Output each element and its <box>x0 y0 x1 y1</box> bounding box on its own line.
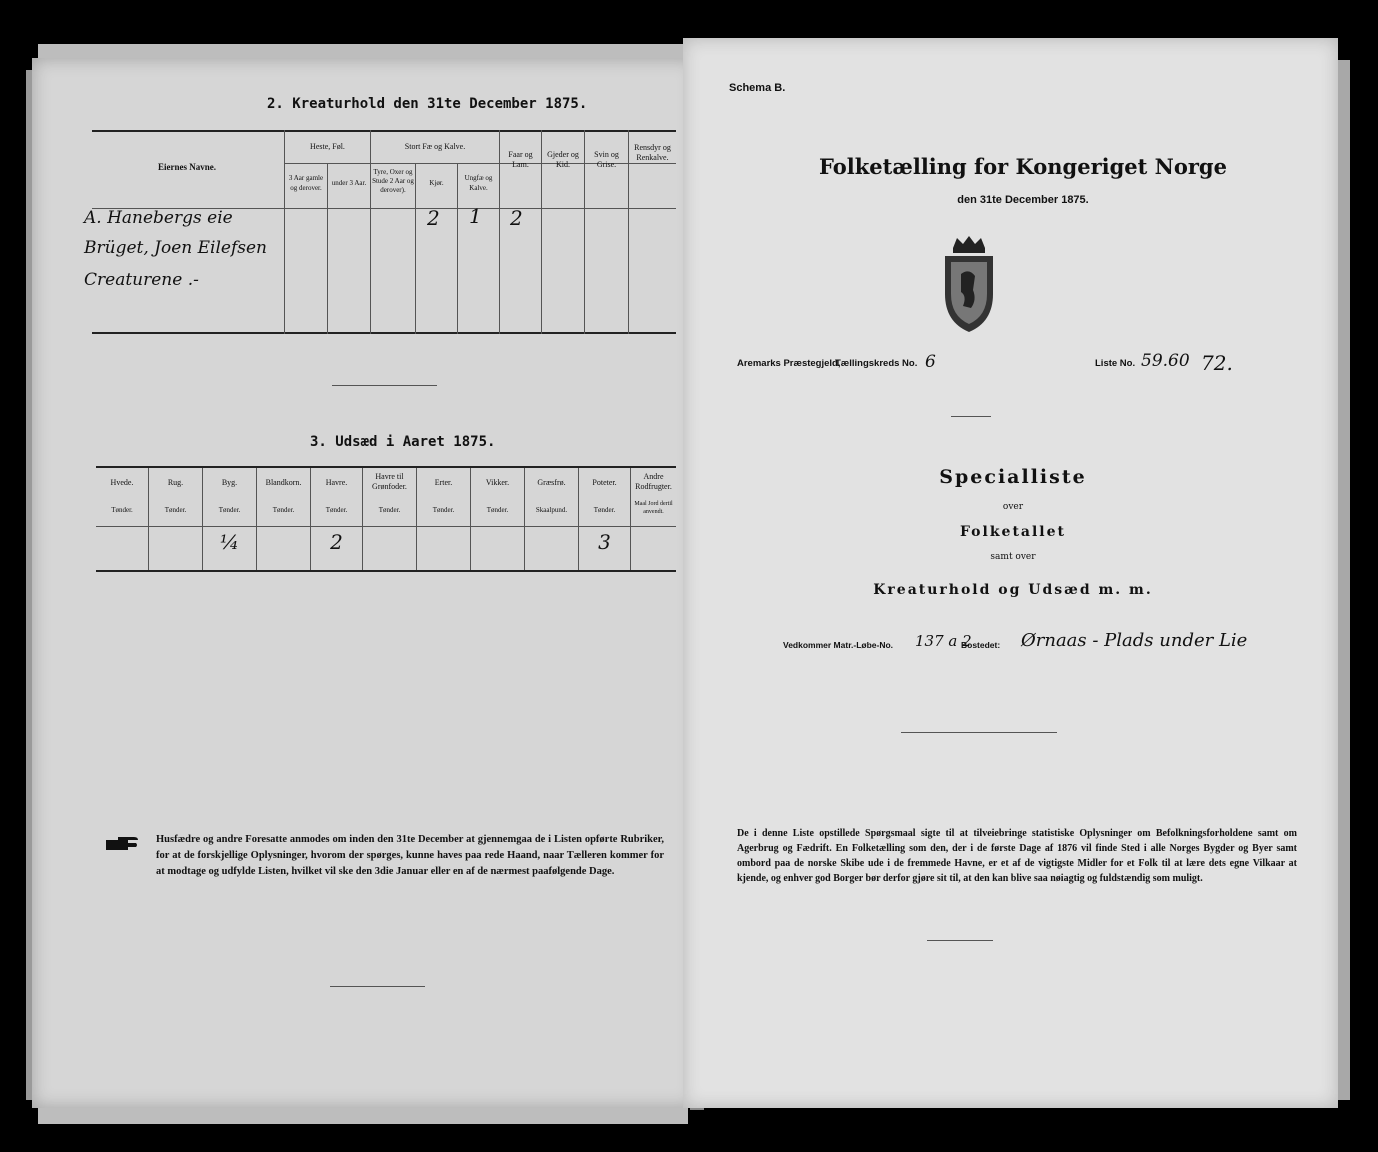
divider <box>332 385 437 386</box>
owner-line-3: Creaturene .- <box>84 270 199 290</box>
census-title: Folketælling for Kongeriget Norge <box>819 154 1227 179</box>
crop-name: Havre til Grønfoder. <box>372 472 407 491</box>
matr-value: 137 a 2 <box>915 632 972 650</box>
crop-name: Vikker. <box>485 478 510 487</box>
bosted-label: Bostedet: <box>961 640 1001 650</box>
crop-unit: Tønder. <box>593 506 616 514</box>
goats-header: Gjeder og Kid. <box>547 150 579 169</box>
crop-column <box>256 468 310 570</box>
crop-value: ¼ <box>219 530 240 554</box>
crop-column <box>524 468 578 570</box>
crop-value: 2 <box>330 530 343 554</box>
crop-unit: Tønder. <box>432 506 455 514</box>
crop-column <box>202 468 256 570</box>
crop-unit: Tønder. <box>325 506 348 514</box>
district-value: 6 <box>925 352 936 372</box>
list-value: 59.60 <box>1141 351 1190 371</box>
district-label: Tællingskreds No. <box>835 358 918 369</box>
bosted-value: Ørnaas - Plads under Lie <box>1021 630 1248 651</box>
crop-name: Poteter. <box>592 478 617 487</box>
matr-label: Vedkommer Matr.-Løbe-No. <box>783 640 894 650</box>
crop-unit: Tønder. <box>378 506 401 514</box>
crop-name: Byg. <box>221 478 238 487</box>
crop-name: Andre Rodfrugter. <box>635 472 672 491</box>
cattle-sub1: Tyre, Oxer og Stude 2 Aar og derover). <box>372 168 414 194</box>
divider <box>901 732 1057 733</box>
instructions-note: Husfædre og andre Foresatte anmodes om inden den 31te December at gjennemgaa de i Listen opførte Rubriker, for at de forskjellige Oplysninger, hvorom der spørges, kunne haves paa rede Haand, naar Tælleren kommer for at modtage og udfylde Listen, hvilket vil ske den 3die Januar eller en af de nærmest paafølgende Dage. <box>156 834 664 877</box>
crop-unit: Tønder. <box>164 506 187 514</box>
schema-label: Schema B. <box>729 82 786 94</box>
cattle-sub3: Ungfæ og Kalve. <box>464 174 493 192</box>
owners-header: Eiernes Navne. <box>158 162 216 172</box>
census-date: den 31te December 1875. <box>957 194 1089 206</box>
crop-unit: Tønder. <box>218 506 241 514</box>
norwegian-coat-of-arms-icon <box>939 234 999 338</box>
right-page <box>683 38 1338 1108</box>
crop-name: Havre. <box>325 478 348 487</box>
crop-unit: Skaalpund. <box>535 506 568 514</box>
census-info-text: De i denne Liste opstillede Spørgsmaal sigte til at tilveiebringe statistiske Oplysninger om Befolkningsforholdene samt om Agerbrug og Fædrift. En Folketælling som den, der i de første Dage af 1876 vil finde Sted i alle Norges Bygder og Byer samt ombord paa de norske Skibe ude i de fremmede Havne, er et af de vigtigste Midler for et Folk til at lære dets egne Vilkaar at kjende, og enhver god Borger bør derfor gjøre sit til, at den kan blive saa nøiagtig og fuldstændig som muligt. <box>737 828 1297 884</box>
pigs-header: Svin og Grise. <box>594 150 619 169</box>
section2-title: 2. Kreaturhold den 31te December 1875. <box>267 96 588 112</box>
owner-line-1: A. Hanebergs eie <box>84 208 233 228</box>
value-sheep: 2 <box>510 206 523 230</box>
crop-name: Rug. <box>167 478 184 487</box>
owner-line-2: Brüget, Joen Eilefsen <box>84 238 267 258</box>
divider <box>951 416 991 417</box>
crop-column <box>630 468 676 570</box>
crop-column <box>310 468 362 570</box>
crop-unit: Tønder. <box>111 506 133 514</box>
crop-column <box>148 468 202 570</box>
horses-sub1: 3 Aar gamle og derover. <box>288 174 324 192</box>
list-label: Liste No. <box>1095 358 1136 369</box>
crop-value: 3 <box>598 530 611 554</box>
pointing-hand-icon <box>104 834 142 854</box>
kreaturhold-label: Kreaturhold og Udsæd m. m. <box>873 582 1153 598</box>
crops-table <box>96 468 676 570</box>
crop-column <box>470 468 524 570</box>
list-extra: 72. <box>1201 351 1233 375</box>
section3-title: 3. Udsæd i Aaret 1875. <box>310 434 496 450</box>
crop-name: Hvede. <box>110 478 134 487</box>
crop-column <box>416 468 470 570</box>
crop-column <box>578 468 630 570</box>
horses-header: Heste, Føl. <box>310 142 345 151</box>
specialliste-title: Specialliste <box>939 466 1087 488</box>
folketallet-label: Folketallet <box>960 524 1066 540</box>
left-page <box>32 58 696 1108</box>
cattle-header: Stort Fæ og Kalve. <box>404 142 466 151</box>
cattle-sub2: Kjør. <box>429 179 444 187</box>
divider-bottom <box>330 986 425 987</box>
reindeer-header: Rensdyr og Renkalve. <box>634 143 671 162</box>
crop-name: Erter. <box>434 478 453 487</box>
crop-unit: Tønder. <box>486 506 509 514</box>
samt-over-label: samt over <box>990 552 1036 562</box>
crop-column <box>96 468 148 570</box>
parish-label: Aremarks Præstegjeld, <box>737 358 841 369</box>
crop-unit: Maal Jord dertil anvendt. <box>634 501 673 515</box>
over-label: over <box>1002 502 1024 512</box>
divider-bottom <box>927 940 993 941</box>
crop-unit: Tønder. <box>272 506 295 514</box>
crop-name: Græsfrø. <box>537 478 566 487</box>
value-cows: 2 <box>427 206 440 230</box>
crop-column <box>362 468 416 570</box>
horses-sub2: under 3 Aar. <box>331 179 367 187</box>
crop-name: Blandkorn. <box>265 478 302 487</box>
sheep-header: Faar og Lam. <box>508 150 533 169</box>
value-young-cattle: 1 <box>469 204 482 228</box>
